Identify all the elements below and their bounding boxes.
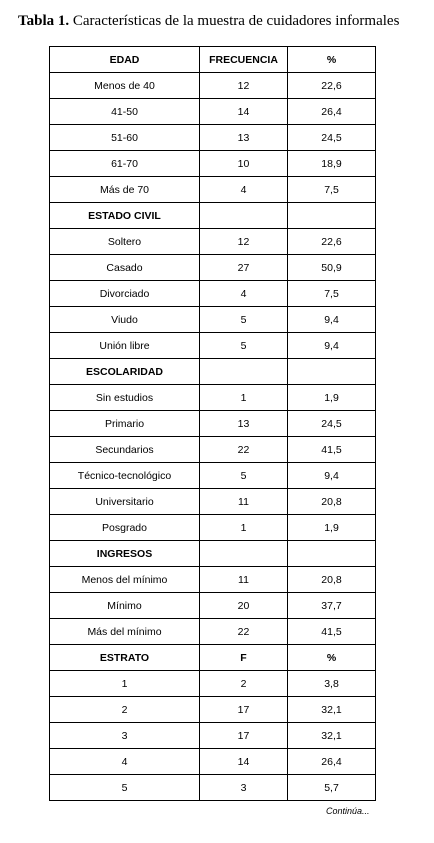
percent-cell: 7,5 bbox=[288, 281, 376, 307]
row-label-cell: Menos de 40 bbox=[50, 73, 200, 99]
table-header-row bbox=[50, 47, 376, 73]
row-label-cell: Menos del mínimo bbox=[50, 567, 200, 593]
table-row bbox=[50, 333, 376, 359]
frequency-cell: 22 bbox=[200, 619, 288, 645]
percent-cell: 7,5 bbox=[288, 177, 376, 203]
frequency-cell bbox=[200, 203, 288, 229]
frequency-cell: 13 bbox=[200, 411, 288, 437]
percent-cell: 1,9 bbox=[288, 385, 376, 411]
table-caption bbox=[18, 13, 399, 30]
percent-cell: 3,8 bbox=[288, 671, 376, 697]
frequency-cell: 12 bbox=[200, 73, 288, 99]
table-row bbox=[50, 411, 376, 437]
percent-cell bbox=[288, 541, 376, 567]
row-label-cell: Secundarios bbox=[50, 437, 200, 463]
row-label-cell: Divorciado bbox=[50, 281, 200, 307]
percent-cell: 32,1 bbox=[288, 697, 376, 723]
table-caption-title: Características de la muestra de cuidadores informales bbox=[72, 13, 400, 29]
row-label-cell: 51-60 bbox=[50, 125, 200, 151]
row-label-cell: Viudo bbox=[50, 307, 200, 333]
percent-cell: 41,5 bbox=[288, 619, 376, 645]
row-label-cell: 2 bbox=[50, 697, 200, 723]
percent-cell: 41,5 bbox=[288, 437, 376, 463]
table-row bbox=[50, 255, 376, 281]
frequency-cell: 3 bbox=[200, 775, 288, 801]
percent-cell: 32,1 bbox=[288, 723, 376, 749]
table-row bbox=[50, 177, 376, 203]
frequency-cell: 17 bbox=[200, 723, 288, 749]
percent-cell: 9,4 bbox=[288, 463, 376, 489]
frequency-cell: 4 bbox=[200, 177, 288, 203]
row-label-cell: Más del mínimo bbox=[50, 619, 200, 645]
table-row bbox=[50, 385, 376, 411]
table-row bbox=[50, 151, 376, 177]
row-label-cell: Posgrado bbox=[50, 515, 200, 541]
frequency-cell bbox=[200, 541, 288, 567]
table-row bbox=[50, 437, 376, 463]
table-row bbox=[50, 775, 376, 801]
row-label-cell: 4 bbox=[50, 749, 200, 775]
frequency-cell: 11 bbox=[200, 567, 288, 593]
table-row bbox=[50, 489, 376, 515]
table-section-row bbox=[50, 359, 376, 385]
frequency-cell: 1 bbox=[200, 515, 288, 541]
row-label-cell: Más de 70 bbox=[50, 177, 200, 203]
percent-cell: % bbox=[288, 645, 376, 671]
table-row bbox=[50, 619, 376, 645]
percent-cell: 22,6 bbox=[288, 229, 376, 255]
percent-cell bbox=[288, 359, 376, 385]
table-row bbox=[50, 307, 376, 333]
row-label-cell: 41-50 bbox=[50, 99, 200, 125]
frequency-cell: 5 bbox=[200, 463, 288, 489]
characteristics-table bbox=[49, 46, 376, 801]
row-label-cell: Soltero bbox=[50, 229, 200, 255]
row-label-cell: Técnico-tecnológico bbox=[50, 463, 200, 489]
row-label-cell: 1 bbox=[50, 671, 200, 697]
row-label-cell: Casado bbox=[50, 255, 200, 281]
percent-cell: % bbox=[288, 47, 376, 73]
row-label-cell: 5 bbox=[50, 775, 200, 801]
frequency-cell: 4 bbox=[200, 281, 288, 307]
frequency-cell: 2 bbox=[200, 671, 288, 697]
table-row bbox=[50, 749, 376, 775]
frequency-cell: FRECUENCIA bbox=[200, 47, 288, 73]
frequency-cell: 5 bbox=[200, 307, 288, 333]
row-label-cell: Universitario bbox=[50, 489, 200, 515]
table-header-row bbox=[50, 645, 376, 671]
row-label-cell: ESTRATO bbox=[50, 645, 200, 671]
table-row bbox=[50, 515, 376, 541]
percent-cell: 1,9 bbox=[288, 515, 376, 541]
table-row bbox=[50, 73, 376, 99]
table-row bbox=[50, 99, 376, 125]
table-row bbox=[50, 567, 376, 593]
frequency-cell: 5 bbox=[200, 333, 288, 359]
table-row bbox=[50, 229, 376, 255]
frequency-cell: 13 bbox=[200, 125, 288, 151]
frequency-cell: 10 bbox=[200, 151, 288, 177]
frequency-cell bbox=[200, 359, 288, 385]
row-label-cell: INGRESOS bbox=[50, 541, 200, 567]
continued-note: Continúa... bbox=[326, 806, 370, 816]
row-label-cell: Mínimo bbox=[50, 593, 200, 619]
table-section-row bbox=[50, 203, 376, 229]
row-label-cell: EDAD bbox=[50, 47, 200, 73]
percent-cell: 5,7 bbox=[288, 775, 376, 801]
percent-cell: 18,9 bbox=[288, 151, 376, 177]
table-row bbox=[50, 671, 376, 697]
frequency-cell: 20 bbox=[200, 593, 288, 619]
percent-cell: 20,8 bbox=[288, 567, 376, 593]
percent-cell: 9,4 bbox=[288, 333, 376, 359]
percent-cell: 9,4 bbox=[288, 307, 376, 333]
table-row bbox=[50, 463, 376, 489]
table-row bbox=[50, 593, 376, 619]
percent-cell bbox=[288, 203, 376, 229]
frequency-cell: 14 bbox=[200, 99, 288, 125]
frequency-cell: 27 bbox=[200, 255, 288, 281]
row-label-cell: ESCOLARIDAD bbox=[50, 359, 200, 385]
table-row bbox=[50, 697, 376, 723]
frequency-cell: F bbox=[200, 645, 288, 671]
row-label-cell: 61-70 bbox=[50, 151, 200, 177]
frequency-cell: 22 bbox=[200, 437, 288, 463]
percent-cell: 20,8 bbox=[288, 489, 376, 515]
table-caption-label: Tabla 1. bbox=[18, 13, 70, 29]
table-row bbox=[50, 281, 376, 307]
table-section-row bbox=[50, 541, 376, 567]
percent-cell: 24,5 bbox=[288, 125, 376, 151]
percent-cell: 37,7 bbox=[288, 593, 376, 619]
frequency-cell: 12 bbox=[200, 229, 288, 255]
frequency-cell: 11 bbox=[200, 489, 288, 515]
frequency-cell: 14 bbox=[200, 749, 288, 775]
row-label-cell: ESTADO CIVIL bbox=[50, 203, 200, 229]
row-label-cell: 3 bbox=[50, 723, 200, 749]
percent-cell: 26,4 bbox=[288, 99, 376, 125]
table-row bbox=[50, 723, 376, 749]
table-body bbox=[50, 47, 376, 801]
frequency-cell: 1 bbox=[200, 385, 288, 411]
row-label-cell: Sin estudios bbox=[50, 385, 200, 411]
frequency-cell: 17 bbox=[200, 697, 288, 723]
table-row bbox=[50, 125, 376, 151]
row-label-cell: Unión libre bbox=[50, 333, 200, 359]
percent-cell: 50,9 bbox=[288, 255, 376, 281]
row-label-cell: Primario bbox=[50, 411, 200, 437]
percent-cell: 26,4 bbox=[288, 749, 376, 775]
percent-cell: 22,6 bbox=[288, 73, 376, 99]
percent-cell: 24,5 bbox=[288, 411, 376, 437]
